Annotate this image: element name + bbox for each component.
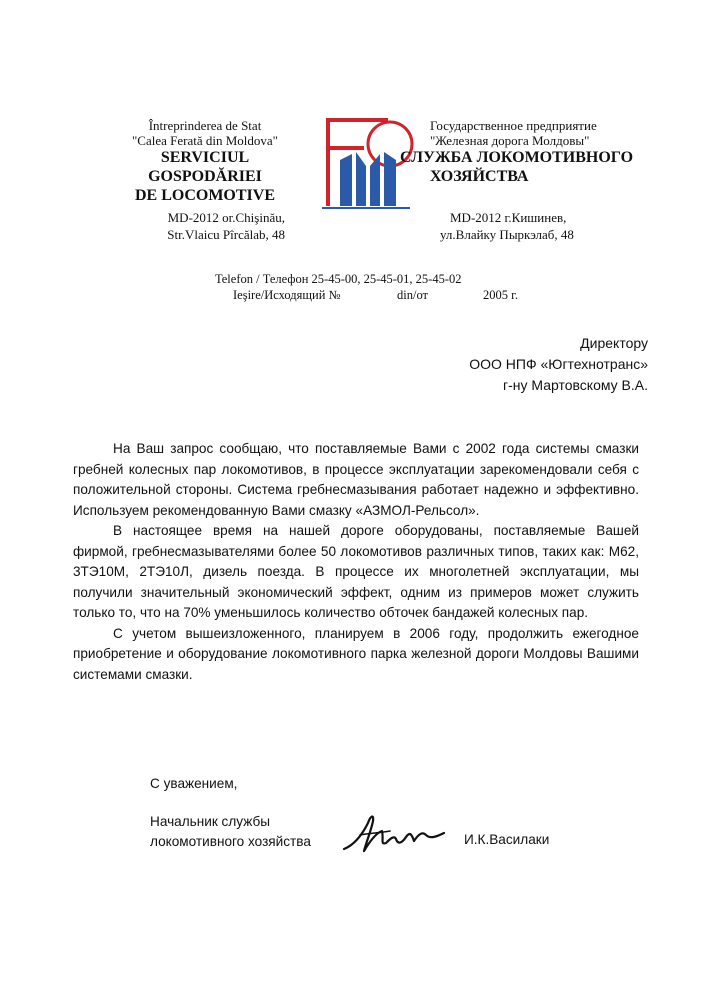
service-name-ro-line2: DE LOCOMOTIVE: [134, 187, 275, 204]
signer-position: [150, 812, 311, 852]
signer-name: И.К.Василаки: [464, 832, 550, 847]
address-ru-line1: MD-2012 г.Кишинев,: [450, 210, 567, 225]
address-ru: [440, 209, 640, 243]
body-paragraph-2: В настоящее время на нашей дороге оборудованы, поставляемые Вашей фирмой, гребнесмазывателями более 50 локомотивов различных типов, таких как: М62, 3ТЭ10М, 2ТЭ10Л, дизель поезда. В процессе их многолетней эксплуатации, мы получили значительный экономический эффект, одним из примеров может служить только то, что на 70% уменьшилось количество обточек бандажей колесных пар.: [73, 523, 639, 620]
header-right-russian: [400, 118, 650, 186]
date-label: din/от: [397, 288, 428, 302]
signer-position-line1: Начальник службы: [150, 814, 271, 829]
service-name-ro-line1: SERVICIUL GOSPODĂRIEI: [148, 149, 262, 185]
recipient-person: г-ну Мартовскому В.А.: [503, 377, 648, 393]
address-ro-line2: Str.Vlaicu Pîrcălab, 48: [167, 227, 285, 242]
recipient-company: ООО НПФ «Югтехнотранс»: [469, 356, 648, 372]
address-ru-line2: ул.Влайку Пыркэлаб, 48: [440, 227, 574, 242]
address-ro: [135, 209, 285, 243]
enterprise-name-ru: "Железная дорога Молдовы": [430, 133, 590, 148]
year-label: 2005 г.: [483, 288, 518, 302]
body-paragraph-1: На Ваш запрос сообщаю, что поставляемые Вами с 2002 года системы смазки гребней колесных пар локомотивов, в процессе эксплуатации зарекомендовали себя с положительной стороны. Система гребнесмазывания работает надежно и эффективно. Используем рекомендованную Вами смазку «АЗМОЛ-Рельсол».: [73, 441, 639, 518]
service-name-ru-line2: ХОЗЯЙСТВА: [430, 168, 529, 185]
body-paragraph-3: С учетом вышеизложенного, планируем в 2006 году, продолжить ежегодное приобретение и оборудование локомотивного парка железной дороги Молдовы Вашими системами смазки.: [73, 625, 639, 682]
address-ro-line1: MD-2012 or.Chişinău,: [167, 210, 285, 225]
header-left-romanian: [120, 118, 290, 205]
signer-position-line2: локомотивного хозяйства: [150, 834, 311, 849]
enterprise-name-ro: "Calea Ferată din Moldova": [132, 133, 278, 148]
telephone-line: Telefon / Телефон 25-45-00, 25-45-01, 25-45-02: [215, 272, 462, 286]
handwritten-signature: [340, 805, 450, 860]
enterprise-type-ro: Întreprinderea de Stat: [148, 118, 262, 133]
enterprise-type-ru: Государственное предприятие: [430, 118, 597, 133]
service-name-ru-line1: СЛУЖБА ЛОКОМОТИВНОГО: [400, 149, 634, 166]
outgoing-number-label: Ieşire/Исходящий №: [233, 288, 341, 302]
closing-salutation: С уважением,: [150, 776, 238, 791]
recipient-title: Директору: [580, 335, 648, 351]
recipient-block: [440, 333, 648, 396]
letter-body: [73, 439, 639, 685]
